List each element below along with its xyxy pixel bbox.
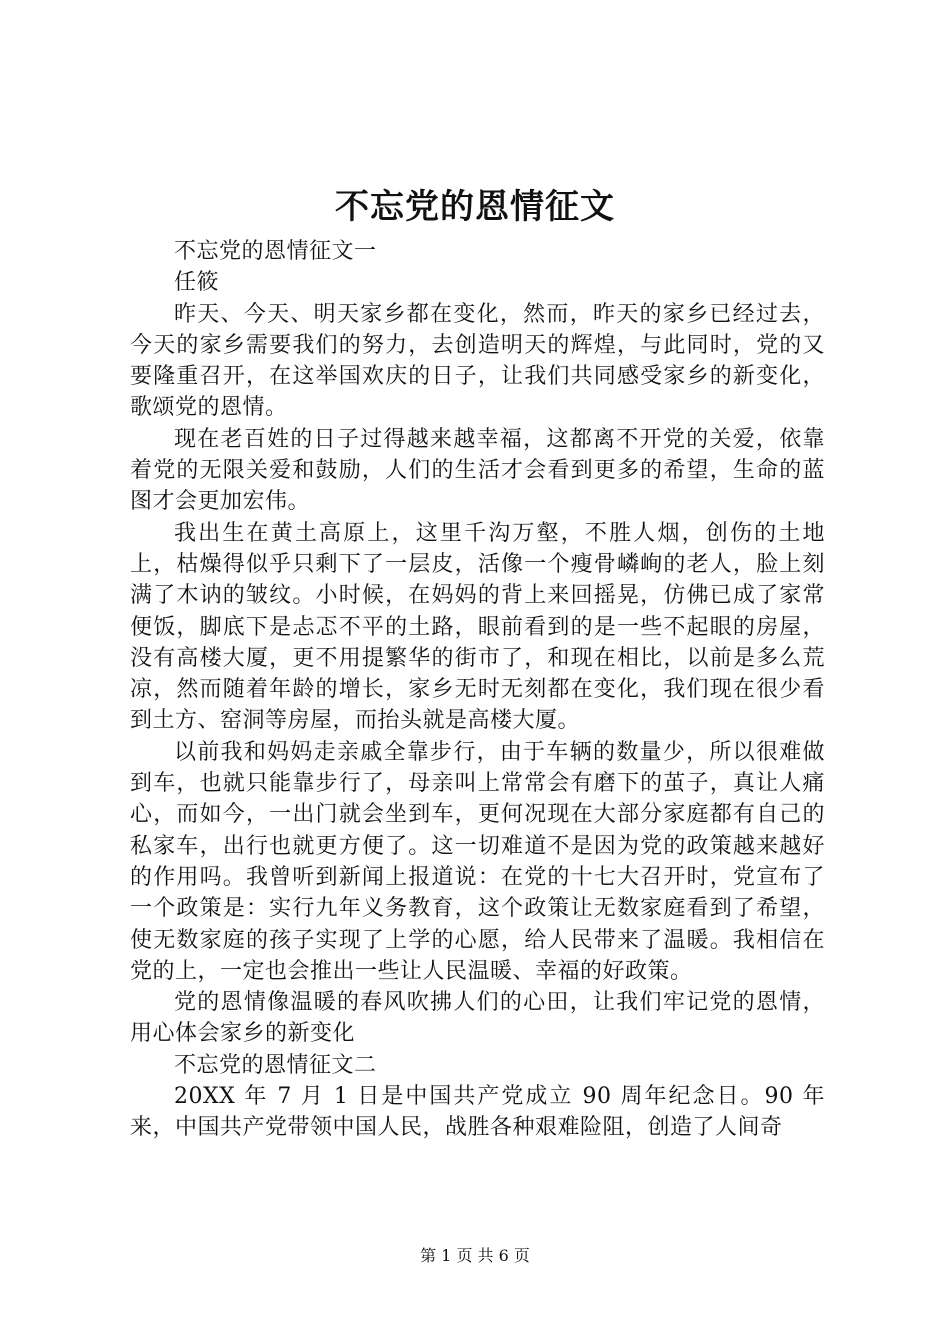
paragraph: 昨天、今天、明天家乡都在变化，然而，昨天的家乡已经过去，今天的家乡需要我们的努力，去创造明天的辉煌，与此同时，党的又要隆重召开，在这举国欢庆的日子，让我们共同感受家乡的新变化，歌颂党的恩情。 — [130, 301, 825, 421]
paragraph: 20XX 年 7 月 1 日是中国共产党成立 90 周年纪念日。90 年来，中国共产党带领中国人民，战胜各种艰难险阻，创造了人间奇 — [130, 1084, 825, 1141]
paragraph: 我出生在黄土高原上，这里千沟万壑，不胜人烟，创伤的土地上，枯燥得似乎只剩下了一层皮，活像一个瘦骨嶙峋的老人，脸上刻满了木讷的皱纹。小时候，在妈妈的背上来回摇晃，仿佛已成了家常便饭，脚底下是忐忑不平的土路，眼前看到的是一些不起眼的房屋，没有高楼大厦，更不用提繁华的街市了，和现在相比，以前是多么荒凉，然而随着年龄的增长，家乡无时无刻都在变化，我们现在很少看到土方、窑洞等房屋，而抬头就是高楼大厦。 — [130, 520, 825, 734]
document-body — [130, 236, 825, 1144]
paragraph: 党的恩情像温暖的春风吹拂人们的心田，让我们牢记党的恩情，用心体会家乡的新变化 — [130, 990, 825, 1047]
section-heading: 不忘党的恩情征文二 — [174, 1052, 377, 1078]
paragraph: 现在老百姓的日子过得越来越幸福，这都离不开党的关爱，依靠着党的无限关爱和鼓励，人们的生活才会看到更多的希望，生命的蓝图才会更加宏伟。 — [130, 426, 825, 515]
page-footer: 第 1 页 共 6 页 — [420, 1246, 530, 1265]
author-name: 任筱 — [174, 270, 220, 296]
paragraph: 以前我和妈妈走亲戚全靠步行，由于车辆的数量少，所以很难做到车，也就只能靠步行了，母亲叫上常常会有磨下的茧子，真让人痛心，而如今，一出门就会坐到车，更何况现在大部分家庭都有自己的私家车，出行也就更方便了。这一切难道不是因为党的政策越来越好的作用吗。我曾听到新闻上报道说：在党的十七大召开时，党宣布了一个政策是：实行九年义务教育，这个政策让无数家庭看到了希望，使无数家庭的孩子实现了上学的心愿，给人民带来了温暖。我相信在党的上，一定也会推出一些让人民温暖、幸福的好政策。 — [130, 739, 825, 984]
section-heading: 不忘党的恩情征文一 — [174, 239, 377, 264]
document-title: 不忘党的恩情征文 — [335, 187, 615, 227]
